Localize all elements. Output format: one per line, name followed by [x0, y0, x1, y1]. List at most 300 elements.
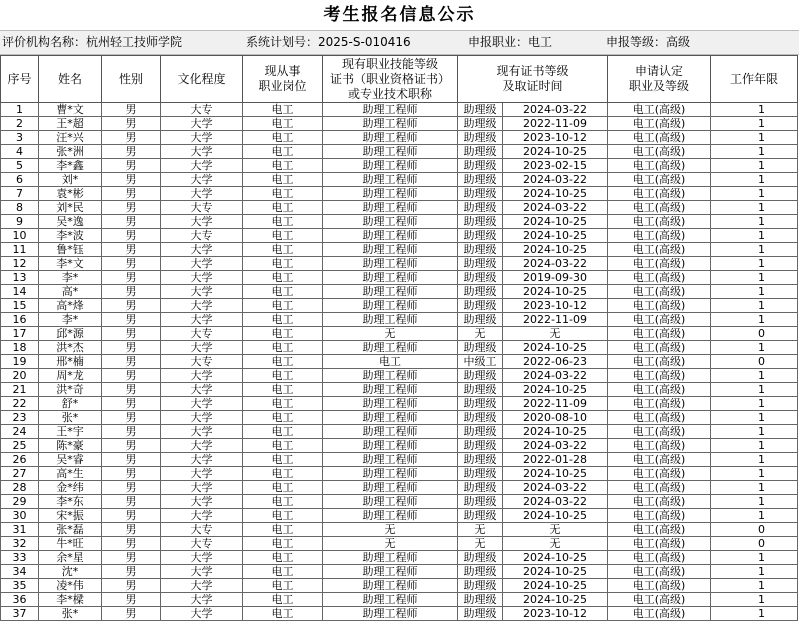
- cell-edu: 大学: [161, 593, 243, 607]
- cell-gender: 男: [102, 313, 161, 327]
- table-row: [1, 593, 798, 607]
- cell-level: 助理级: [458, 131, 503, 145]
- cell-cert: 助理工程师: [323, 285, 458, 299]
- cell-cert: 无: [323, 537, 458, 551]
- cell-gender: 男: [102, 551, 161, 565]
- table-row: [1, 159, 798, 173]
- table-row: [1, 453, 798, 467]
- cell-edu: 大学: [161, 383, 243, 397]
- cell-edu: 大专: [161, 523, 243, 537]
- cell-name: 张*: [39, 607, 102, 621]
- table-row: [1, 103, 798, 117]
- cell-cert: 助理工程师: [323, 145, 458, 159]
- cell-post: 电工: [243, 439, 323, 453]
- cell-date: 2024-10-25: [503, 243, 608, 257]
- cell-apply: 电工(高级): [608, 551, 711, 565]
- cell-apply: 电工(高级): [608, 103, 711, 117]
- cell-date: 2023-10-12: [503, 607, 608, 621]
- cell-edu: 大学: [161, 243, 243, 257]
- cell-apply: 电工(高级): [608, 607, 711, 621]
- cell-apply: 电工(高级): [608, 537, 711, 551]
- cell-gender: 男: [102, 439, 161, 453]
- cell-name: 李*鑫: [39, 159, 102, 173]
- cell-apply: 电工(高级): [608, 369, 711, 383]
- cell-level: 助理级: [458, 243, 503, 257]
- org-label: 评价机构名称：杭州轻工技师学院: [2, 35, 183, 49]
- cell-years: 0: [711, 523, 798, 537]
- cell-apply: 电工(高级): [608, 439, 711, 453]
- cell-name: 牛*旺: [39, 537, 102, 551]
- cell-edu: 大学: [161, 425, 243, 439]
- cell-years: 1: [711, 187, 798, 201]
- table-row: [1, 411, 798, 425]
- cell-name: 吴*睿: [39, 453, 102, 467]
- cell-edu: 大学: [161, 551, 243, 565]
- cell-no: 18: [1, 341, 39, 355]
- cell-apply: 电工(高级): [608, 481, 711, 495]
- cell-level: 助理级: [458, 383, 503, 397]
- cell-apply: 电工(高级): [608, 593, 711, 607]
- cell-level: 助理级: [458, 411, 503, 425]
- cell-gender: 男: [102, 103, 161, 117]
- cell-post: 电工: [243, 579, 323, 593]
- plan-label: 系统计划号：2025-S-010416: [246, 35, 411, 49]
- cell-date: 2024-03-22: [503, 173, 608, 187]
- cell-apply: 电工(高级): [608, 467, 711, 481]
- cell-edu: 大学: [161, 453, 243, 467]
- cell-edu: 大专: [161, 355, 243, 369]
- cell-gender: 男: [102, 481, 161, 495]
- cell-gender: 男: [102, 523, 161, 537]
- cell-date: 2023-10-12: [503, 299, 608, 313]
- cell-cert: 助理工程师: [323, 313, 458, 327]
- cell-edu: 大专: [161, 103, 243, 117]
- cell-date: 2024-10-25: [503, 145, 608, 159]
- cell-gender: 男: [102, 145, 161, 159]
- cell-date: 2024-10-25: [503, 593, 608, 607]
- cell-apply: 电工(高级): [608, 397, 711, 411]
- cell-level: 助理级: [458, 593, 503, 607]
- cell-post: 电工: [243, 509, 323, 523]
- cell-no: 14: [1, 285, 39, 299]
- cell-edu: 大学: [161, 299, 243, 313]
- cell-years: 1: [711, 593, 798, 607]
- cell-gender: 男: [102, 131, 161, 145]
- cell-date: 2019-09-30: [503, 271, 608, 285]
- cell-no: 21: [1, 383, 39, 397]
- table-row: [1, 565, 798, 579]
- cell-name: 李*波: [39, 229, 102, 243]
- cell-cert: 助理工程师: [323, 411, 458, 425]
- cell-date: 2024-03-22: [503, 257, 608, 271]
- cell-date: 2024-03-22: [503, 103, 608, 117]
- cell-date: 无: [503, 523, 608, 537]
- cell-name: 王*宇: [39, 425, 102, 439]
- cell-no: 31: [1, 523, 39, 537]
- cell-post: 电工: [243, 425, 323, 439]
- cell-no: 33: [1, 551, 39, 565]
- cell-level: 助理级: [458, 159, 503, 173]
- cell-date: 2022-11-09: [503, 117, 608, 131]
- cell-name: 张*磊: [39, 523, 102, 537]
- table-row: [1, 341, 798, 355]
- cell-years: 0: [711, 355, 798, 369]
- cell-name: 陈*豪: [39, 439, 102, 453]
- cell-no: 13: [1, 271, 39, 285]
- cell-edu: 大学: [161, 285, 243, 299]
- cell-apply: 电工(高级): [608, 299, 711, 313]
- cell-date: 2024-03-22: [503, 369, 608, 383]
- cell-apply: 电工(高级): [608, 341, 711, 355]
- page-title: 考生报名信息公示: [323, 5, 476, 25]
- info-bar: [0, 30, 799, 55]
- cell-apply: 电工(高级): [608, 187, 711, 201]
- table-row: [1, 131, 798, 145]
- cell-date: 2022-01-28: [503, 453, 608, 467]
- cell-post: 电工: [243, 565, 323, 579]
- cell-apply: 电工(高级): [608, 117, 711, 131]
- cell-no: 36: [1, 593, 39, 607]
- cell-cert: 助理工程师: [323, 495, 458, 509]
- cell-level: 助理级: [458, 341, 503, 355]
- header-gender: 性别: [102, 56, 161, 103]
- cell-level: 助理级: [458, 117, 503, 131]
- cell-no: 1: [1, 103, 39, 117]
- cell-gender: 男: [102, 341, 161, 355]
- cell-date: 2024-03-22: [503, 201, 608, 215]
- cell-apply: 电工(高级): [608, 453, 711, 467]
- cell-post: 电工: [243, 131, 323, 145]
- table-row: [1, 537, 798, 551]
- cell-name: 沈*: [39, 565, 102, 579]
- cell-name: 鲁*钰: [39, 243, 102, 257]
- cell-edu: 大学: [161, 467, 243, 481]
- cell-cert: 助理工程师: [323, 215, 458, 229]
- header-post: 现从事 职业岗位: [243, 56, 323, 103]
- cell-name: 李*东: [39, 495, 102, 509]
- cell-level: 助理级: [458, 467, 503, 481]
- cell-cert: 助理工程师: [323, 593, 458, 607]
- cell-apply: 电工(高级): [608, 215, 711, 229]
- table-row: [1, 117, 798, 131]
- cell-cert: 无: [323, 523, 458, 537]
- cell-apply: 电工(高级): [608, 201, 711, 215]
- cell-level: 助理级: [458, 299, 503, 313]
- cell-apply: 电工(高级): [608, 271, 711, 285]
- cell-date: 2023-10-12: [503, 131, 608, 145]
- cell-date: 2024-10-25: [503, 285, 608, 299]
- cell-years: 1: [711, 579, 798, 593]
- cell-date: 2024-10-25: [503, 579, 608, 593]
- cell-no: 7: [1, 187, 39, 201]
- cell-post: 电工: [243, 453, 323, 467]
- cell-no: 23: [1, 411, 39, 425]
- table-row: [1, 397, 798, 411]
- cell-years: 1: [711, 215, 798, 229]
- cell-name: 王*超: [39, 117, 102, 131]
- table-row: [1, 383, 798, 397]
- cell-date: 2024-10-25: [503, 229, 608, 243]
- table-row: [1, 481, 798, 495]
- table-row: [1, 215, 798, 229]
- cell-level: 无: [458, 327, 503, 341]
- cell-post: 电工: [243, 607, 323, 621]
- cell-gender: 男: [102, 383, 161, 397]
- cell-edu: 大学: [161, 607, 243, 621]
- cell-years: 1: [711, 551, 798, 565]
- cell-post: 电工: [243, 467, 323, 481]
- cell-years: 1: [711, 495, 798, 509]
- cell-post: 电工: [243, 117, 323, 131]
- cell-no: 35: [1, 579, 39, 593]
- cell-post: 电工: [243, 257, 323, 271]
- cell-no: 8: [1, 201, 39, 215]
- cell-no: 19: [1, 355, 39, 369]
- cell-gender: 男: [102, 243, 161, 257]
- cell-post: 电工: [243, 145, 323, 159]
- cell-years: 1: [711, 299, 798, 313]
- level-label: 申报等级：高级: [606, 35, 691, 49]
- cell-no: 10: [1, 229, 39, 243]
- cell-cert: 助理工程师: [323, 383, 458, 397]
- cell-name: 曹*文: [39, 103, 102, 117]
- table-row: [1, 607, 798, 621]
- cell-years: 1: [711, 285, 798, 299]
- cell-gender: 男: [102, 173, 161, 187]
- cell-cert: 助理工程师: [323, 173, 458, 187]
- table-row: [1, 467, 798, 481]
- cell-gender: 男: [102, 453, 161, 467]
- cell-gender: 男: [102, 369, 161, 383]
- header-years: 工作年限: [711, 56, 798, 103]
- cell-gender: 男: [102, 117, 161, 131]
- cell-years: 1: [711, 439, 798, 453]
- cell-cert: 助理工程师: [323, 131, 458, 145]
- cell-no: 37: [1, 607, 39, 621]
- cell-edu: 大学: [161, 565, 243, 579]
- cell-years: 1: [711, 229, 798, 243]
- cell-date: 2024-10-25: [503, 551, 608, 565]
- cell-post: 电工: [243, 201, 323, 215]
- cell-gender: 男: [102, 285, 161, 299]
- cell-post: 电工: [243, 355, 323, 369]
- cell-date: 无: [503, 537, 608, 551]
- cell-cert: 助理工程师: [323, 201, 458, 215]
- cell-apply: 电工(高级): [608, 411, 711, 425]
- cell-cert: 助理工程师: [323, 229, 458, 243]
- cell-gender: 男: [102, 607, 161, 621]
- header-no: 序号: [1, 56, 39, 103]
- table-row: [1, 355, 798, 369]
- cell-post: 电工: [243, 593, 323, 607]
- cell-apply: 电工(高级): [608, 579, 711, 593]
- cell-years: 1: [711, 453, 798, 467]
- cell-cert: 助理工程师: [323, 103, 458, 117]
- cell-years: 1: [711, 383, 798, 397]
- cell-no: 20: [1, 369, 39, 383]
- cell-years: 1: [711, 481, 798, 495]
- cell-level: 助理级: [458, 313, 503, 327]
- header-cert: 现有职业技能等级 证书（职业资格证书） 或专业技术职称: [323, 56, 458, 103]
- cell-years: 1: [711, 607, 798, 621]
- table-row: [1, 257, 798, 271]
- cell-cert: 助理工程师: [323, 453, 458, 467]
- cell-gender: 男: [102, 579, 161, 593]
- cell-name: 周*龙: [39, 369, 102, 383]
- cell-cert: 助理工程师: [323, 159, 458, 173]
- cell-cert: 电工: [323, 355, 458, 369]
- cell-no: 30: [1, 509, 39, 523]
- cell-apply: 电工(高级): [608, 523, 711, 537]
- cell-cert: 助理工程师: [323, 117, 458, 131]
- cell-date: 2024-03-22: [503, 495, 608, 509]
- cell-edu: 大学: [161, 215, 243, 229]
- table-row: [1, 327, 798, 341]
- job-label: 申报职业：电工: [468, 35, 553, 49]
- cell-cert: 助理工程师: [323, 439, 458, 453]
- cell-name: 洪*奇: [39, 383, 102, 397]
- cell-cert: 助理工程师: [323, 467, 458, 481]
- table-row: [1, 369, 798, 383]
- cell-no: 22: [1, 397, 39, 411]
- cell-level: 助理级: [458, 453, 503, 467]
- cell-edu: 大学: [161, 159, 243, 173]
- cell-post: 电工: [243, 327, 323, 341]
- cell-edu: 大学: [161, 439, 243, 453]
- cell-edu: 大学: [161, 495, 243, 509]
- candidate-table: [0, 55, 798, 621]
- table-row: [1, 173, 798, 187]
- cell-level: 助理级: [458, 257, 503, 271]
- cell-no: 26: [1, 453, 39, 467]
- cell-edu: 大学: [161, 369, 243, 383]
- cell-name: 舒*: [39, 397, 102, 411]
- table-row: [1, 285, 798, 299]
- cell-level: 助理级: [458, 509, 503, 523]
- cell-cert: 助理工程师: [323, 425, 458, 439]
- cell-date: 2022-06-23: [503, 355, 608, 369]
- header-level-date: 现有证书等级 及取证时间: [458, 56, 608, 103]
- cell-years: 1: [711, 509, 798, 523]
- cell-gender: 男: [102, 467, 161, 481]
- cell-apply: 电工(高级): [608, 145, 711, 159]
- cell-name: 吴*逸: [39, 215, 102, 229]
- table-row: [1, 201, 798, 215]
- cell-gender: 男: [102, 215, 161, 229]
- cell-cert: 助理工程师: [323, 187, 458, 201]
- cell-date: 2024-10-25: [503, 565, 608, 579]
- cell-name: 邱*源: [39, 327, 102, 341]
- cell-apply: 电工(高级): [608, 383, 711, 397]
- cell-post: 电工: [243, 229, 323, 243]
- cell-apply: 电工(高级): [608, 327, 711, 341]
- cell-name: 刘*: [39, 173, 102, 187]
- cell-cert: 助理工程师: [323, 509, 458, 523]
- cell-years: 1: [711, 467, 798, 481]
- cell-apply: 电工(高级): [608, 257, 711, 271]
- cell-years: 1: [711, 425, 798, 439]
- cell-date: 2020-08-10: [503, 411, 608, 425]
- cell-years: 1: [711, 159, 798, 173]
- cell-cert: 助理工程师: [323, 551, 458, 565]
- cell-gender: 男: [102, 537, 161, 551]
- cell-date: 2024-10-25: [503, 425, 608, 439]
- cell-apply: 电工(高级): [608, 285, 711, 299]
- cell-level: 无: [458, 537, 503, 551]
- cell-level: 助理级: [458, 425, 503, 439]
- cell-edu: 大专: [161, 537, 243, 551]
- cell-level: 中级工: [458, 355, 503, 369]
- cell-years: 1: [711, 411, 798, 425]
- cell-edu: 大专: [161, 327, 243, 341]
- cell-name: 张*: [39, 411, 102, 425]
- table-row: [1, 495, 798, 509]
- cell-post: 电工: [243, 243, 323, 257]
- cell-gender: 男: [102, 187, 161, 201]
- cell-level: 助理级: [458, 271, 503, 285]
- cell-level: 助理级: [458, 145, 503, 159]
- cell-apply: 电工(高级): [608, 495, 711, 509]
- cell-edu: 大学: [161, 313, 243, 327]
- cell-gender: 男: [102, 593, 161, 607]
- cell-apply: 电工(高级): [608, 243, 711, 257]
- cell-edu: 大专: [161, 201, 243, 215]
- table-row: [1, 243, 798, 257]
- cell-level: 助理级: [458, 201, 503, 215]
- cell-gender: 男: [102, 299, 161, 313]
- cell-years: 0: [711, 327, 798, 341]
- cell-post: 电工: [243, 159, 323, 173]
- cell-date: 无: [503, 327, 608, 341]
- cell-gender: 男: [102, 159, 161, 173]
- cell-date: 2024-03-22: [503, 481, 608, 495]
- cell-no: 29: [1, 495, 39, 509]
- cell-post: 电工: [243, 411, 323, 425]
- cell-post: 电工: [243, 551, 323, 565]
- cell-years: 1: [711, 243, 798, 257]
- cell-level: 无: [458, 523, 503, 537]
- header-apply: 申请认定 职业及等级: [608, 56, 711, 103]
- cell-apply: 电工(高级): [608, 173, 711, 187]
- cell-no: 15: [1, 299, 39, 313]
- cell-gender: 男: [102, 411, 161, 425]
- cell-date: 2024-03-22: [503, 439, 608, 453]
- cell-edu: 大学: [161, 131, 243, 145]
- cell-no: 25: [1, 439, 39, 453]
- cell-years: 1: [711, 313, 798, 327]
- cell-no: 16: [1, 313, 39, 327]
- cell-level: 助理级: [458, 551, 503, 565]
- cell-level: 助理级: [458, 103, 503, 117]
- cell-post: 电工: [243, 313, 323, 327]
- table-row: [1, 229, 798, 243]
- cell-cert: 助理工程师: [323, 397, 458, 411]
- cell-no: 3: [1, 131, 39, 145]
- cell-post: 电工: [243, 299, 323, 313]
- table-row: [1, 313, 798, 327]
- cell-post: 电工: [243, 103, 323, 117]
- cell-cert: 助理工程师: [323, 607, 458, 621]
- cell-post: 电工: [243, 271, 323, 285]
- cell-level: 助理级: [458, 439, 503, 453]
- cell-level: 助理级: [458, 173, 503, 187]
- cell-years: 1: [711, 257, 798, 271]
- table-row: [1, 271, 798, 285]
- cell-name: 李*: [39, 313, 102, 327]
- cell-name: 洪*杰: [39, 341, 102, 355]
- cell-cert: 助理工程师: [323, 271, 458, 285]
- cell-no: 28: [1, 481, 39, 495]
